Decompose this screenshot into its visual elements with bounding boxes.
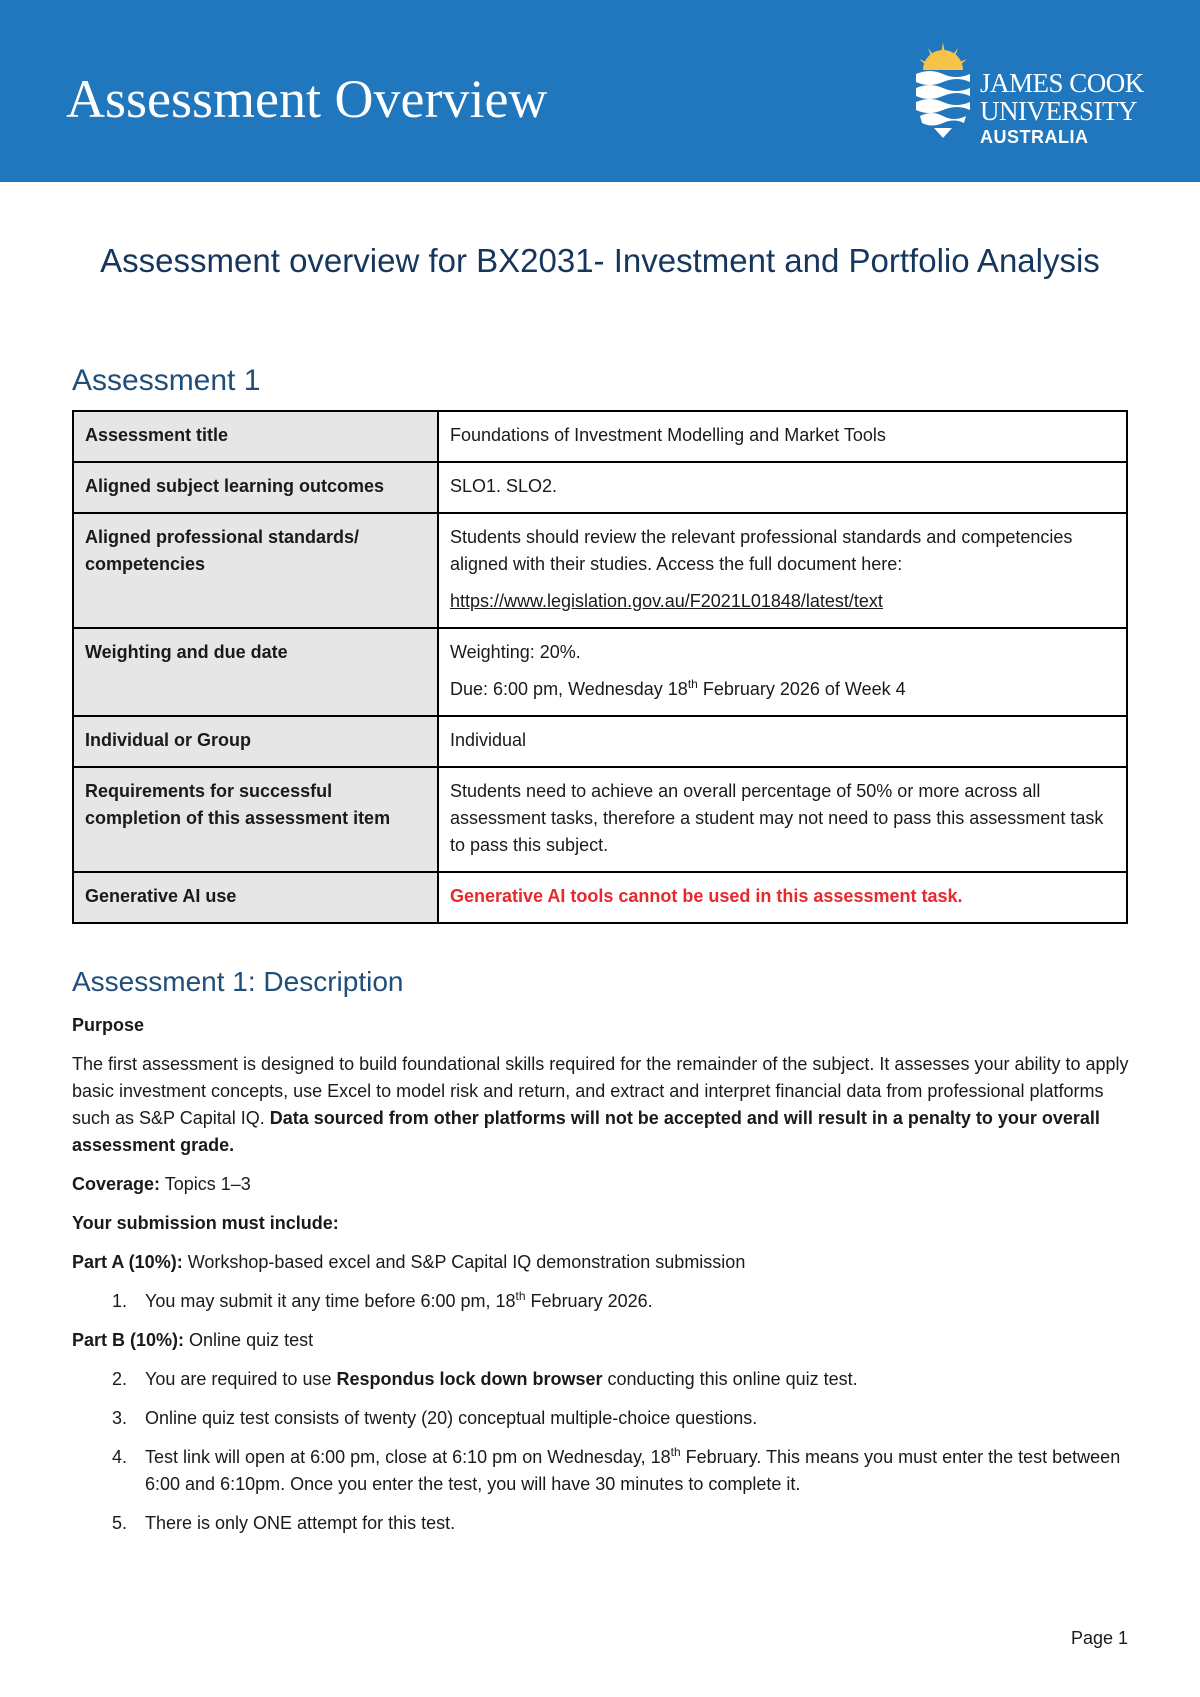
- row-value: Foundations of Investment Modelling and Market Tools: [438, 411, 1127, 462]
- list-item: 3. Online quiz test consists of twenty (20) conceptual multiple-choice questions.: [112, 1408, 758, 1428]
- part-b-line: Part B (10%): Online quiz test: [72, 1330, 314, 1350]
- row-label: Aligned subject learning outcomes: [73, 462, 438, 513]
- logo-text-line3: AUSTRALIA: [980, 127, 1089, 147]
- university-logo: [910, 40, 1150, 150]
- row-value: [438, 513, 1127, 628]
- list-item: 4. Test link will open at 6:00 pm, close at 6:10 pm on Wednesday, 18th February. This means you must enter the test between 6:00 and 6:10pm. Once you enter the test, you will have 30 minutes to complete it.: [112, 1445, 1121, 1494]
- assessment-details-table: [72, 410, 1128, 924]
- description-body: [72, 1012, 1132, 1549]
- table-row: [73, 628, 1127, 716]
- row-value: [438, 628, 1127, 716]
- purpose-paragraph: The first assessment is designed to build foundational skills required for the remainder of the subject. It assesses your ability to apply basic investment concepts, use Excel to model risk and return, and extract and interpret financial data from professional platforms such as S&P Capital IQ. Data sourced from other platforms will not be accepted and will result in a penalty to your overall assessment grade.: [72, 1054, 1129, 1155]
- row-label: Requirements for successful completion of this assessment item: [73, 767, 438, 872]
- row-label: Assessment title: [73, 411, 438, 462]
- table-row: [73, 767, 1127, 872]
- weighting-text: Weighting: 20%.: [450, 642, 581, 662]
- banner-title: Assessment Overview: [66, 69, 548, 129]
- row-label: Weighting and due date: [73, 628, 438, 716]
- coverage-line: Coverage: Topics 1–3: [72, 1174, 251, 1194]
- logo-text-line1: JAMES COOK: [980, 68, 1144, 98]
- row-value: Individual: [438, 716, 1127, 767]
- due-date-text: Due: 6:00 pm, Wednesday 18th February 2026 of Week 4: [450, 677, 906, 699]
- row-value: Students need to achieve an overall percentage of 50% or more across all assessment tasks, therefore a student may not need to pass this assessment task to pass this subject.: [438, 767, 1127, 872]
- header-banner: [0, 0, 1200, 182]
- submission-label: Your submission must include:: [72, 1213, 339, 1233]
- logo-text-line2: UNIVERSITY: [980, 96, 1137, 126]
- description-heading: Assessment 1: Description: [72, 966, 404, 997]
- table-row: [73, 872, 1127, 923]
- list-item: 1. You may submit it any time before 6:00 pm, 18th February 2026.: [112, 1289, 653, 1311]
- page-number: Page 1: [1070, 1628, 1128, 1648]
- row-label: Aligned professional standards/ competencies: [73, 513, 438, 628]
- table-row: [73, 513, 1127, 628]
- ai-use-warning: Generative AI tools cannot be used in this assessment task.: [438, 872, 1127, 923]
- assessment1-heading: Assessment 1: [72, 364, 261, 397]
- table-row: [73, 411, 1127, 462]
- row-value: SLO1. SLO2.: [438, 462, 1127, 513]
- row-label: Individual or Group: [73, 716, 438, 767]
- table-row: [73, 716, 1127, 767]
- part-a-line: Part A (10%): Workshop-based excel and S&P Capital IQ demonstration submission: [72, 1252, 746, 1272]
- purpose-label: Purpose: [72, 1015, 145, 1035]
- legislation-link[interactable]: https://www.legislation.gov.au/F2021L01848/latest/text: [450, 591, 883, 611]
- standards-text: Students should review the relevant professional standards and competencies aligned with their studies. Access the full document here:: [450, 527, 1073, 574]
- list-item: 2. You are required to use Respondus lock down browser conducting this online quiz test.: [112, 1369, 858, 1389]
- list-item: 5. There is only ONE attempt for this test.: [112, 1513, 456, 1533]
- table-row: [73, 462, 1127, 513]
- document-title: Assessment overview for BX2031- Investment and Portfolio Analysis: [100, 242, 1100, 279]
- jcu-sun-waves-icon: [910, 40, 976, 150]
- row-label: Generative AI use: [73, 872, 438, 923]
